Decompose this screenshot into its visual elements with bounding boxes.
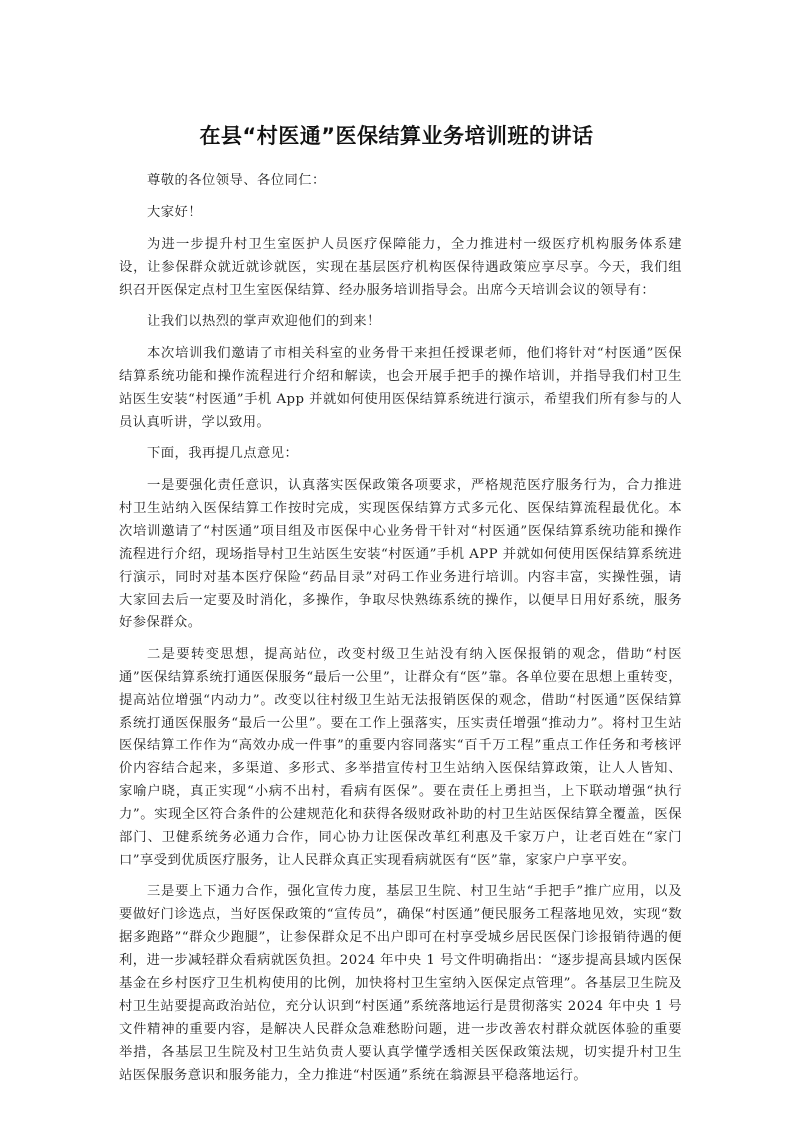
welcome-paragraph: 让我们以热烈的掌声欢迎他们的到来！ [147,314,381,330]
greeting: 大家好！ [147,204,202,220]
point-three-paragraph: 三是要上下通力合作，强化宣传力度，基层卫生院、村卫生站“手把手”推广应用，以及要做好门诊选点，当好医保政策的“宣传员”，确保“村医通”便民服务工程落地见效，实现“数据多跑路”“群众少跑腿”，让参保群众足不出户即可在村享受城乡居民医保门诊报销待遇的便利，进一步减轻群众看病就医负担。2024 年中央 1 号文件明确指出：“逐步提高县域内医保基金在乡村医疗卫生机构使用的比例，加快将村卫生室纳入医保定点管理”。各基层卫生院及村卫生站要提高政治站位，充分认识到“村医通”系统落地运行是贯彻落实 2024 年中央 1 号文件精神的重要内容，是解决人民群众急难愁盼问题，进一步改善农村群众就医体验的重要举措，各基层卫生院及村卫生站负责人要认真学懂学透相关医保政策法规，切实提升村卫生站医保服务意识和服务能力，全力推进“村医通”系统在翁源县平稳落地运行。 [119,884,682,1083]
salutation: 尊敬的各位领导、各位同仁： [147,173,326,188]
point-one-paragraph: 一是要强化责任意识，认真落实医保政策各项要求，严格规范医疗服务行为，合力推进村卫生站纳入医保结算工作按时完成，实现医保结算方式多元化、医保结算流程最优化。本次培训邀请了“村医通”项目组及市医保中心业务骨干针对“村医通”医保结算系统功能和操作流程进行介绍，现场指导村卫生站医生安装“村医通”手机 APP 并就如何使用医保结算系统进行演示，同时对基本医疗保险“药品目录”对码工作业务进行培训。内容丰富，实操性强，请大家回去后一定要及时消化，多操作，争取尽快熟练系统的操作，以便早日用好系统，服务好参保群众。 [119,477,682,631]
document-title: 在县“村医通”医保结算业务培训班的讲话 [199,124,594,148]
opinions-lead-paragraph: 下面，我再提几点意见： [147,446,299,462]
training-paragraph: 本次培训我们邀请了市相关科室的业务骨干来担任授课老师，他们将针对“村医通”医保结算系统功能和操作流程进行介绍和解读，也会开展手把手的操作培训，并指导我们村卫生站医生安装“村医通”手机 App 并就如何使用医保结算系统进行演示，希望我们所有参与的人员认真听讲，学以致用。 [119,345,682,430]
point-two-paragraph: 二是要转变思想，提高站位，改变村级卫生站没有纳入医保报销的观念，借助“村医通”医保结算系统打通医保服务“最后一公里”，让群众有“医”靠。各单位要在思想上重转变，提高站位增强“内动力”。改变以往村级卫生站无法报销医保的观念，借助“村医通”医保结算系统打通医保服务“最后一公里”。要在工作上强落实，压实责任增强“推动力”。将村卫生站医保结算工作作为“高效办成一件事”的重要内容同落实“百千万工程”重点工作任务和考核评价内容结合起来，多渠道、多形式、多举措宣传村卫生站纳入医保结算政策，让人人皆知、家喻户晓，真正实现“小病不出村，看病有医保”。要在责任上勇担当，上下联动增强“执行力”。实现全区符合条件的公建规范化和获得各级财政补助的村卫生站医保结算全覆盖，医保部门、卫健系统务必通力合作，同心协力让医保改革红利惠及千家万户，让老百姓在“家门口”享受到优质医疗服务，让人民群众真正实现看病就医有“医”靠，家家户户享平安。 [119,646,682,868]
document-body [119,170,682,1096]
intro-paragraph: 为进一步提升村卫生室医护人员医疗保障能力，全力推进村一级医疗机构服务体系建设，让参保群众就近就诊就医，实现在基层医疗机构医保待遇政策应享尽享。今天，我们组织召开医保定点村卫生室医保结算、经办服务培训指导会。出席今天培训会议的领导有： [119,236,682,298]
